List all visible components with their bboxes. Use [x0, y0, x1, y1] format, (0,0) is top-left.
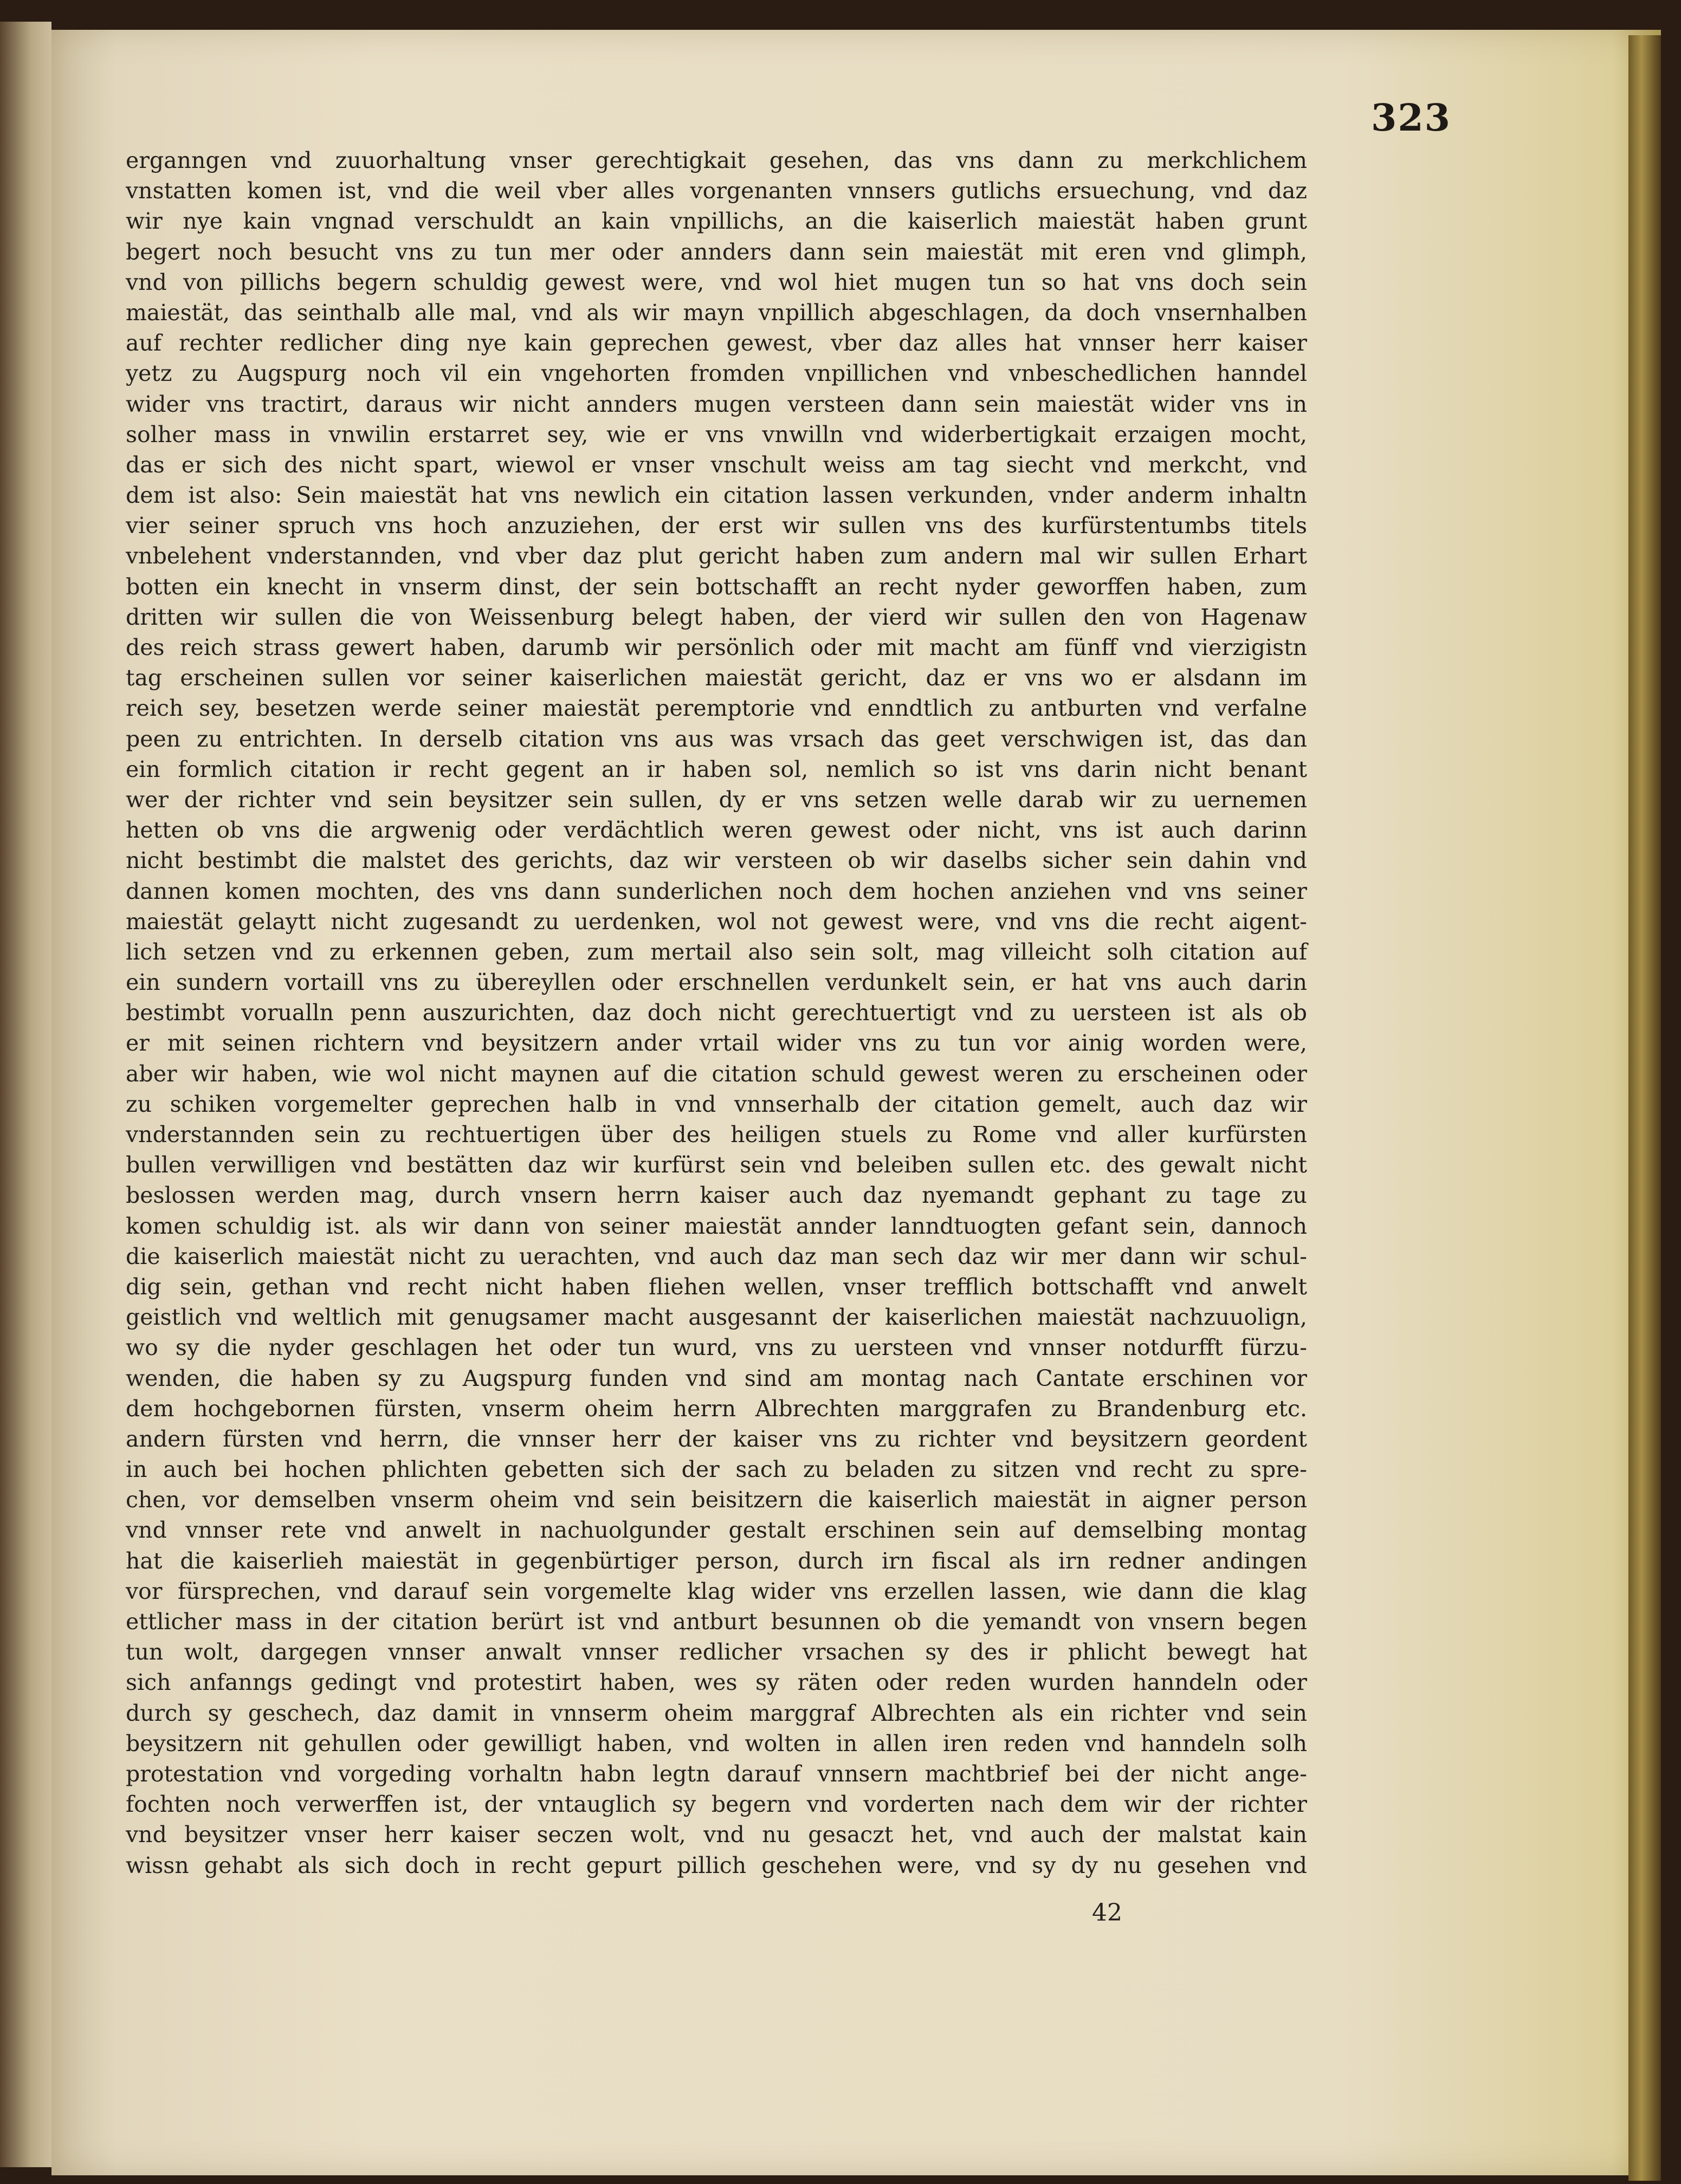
text-line: tun wolt, dargegen vnnser anwalt vnnser redlicher vrsachen sy des ir phlicht bewegt hat — [126, 1639, 1307, 1665]
text-line: dannen komen mochten, des vns dann sunderlichen noch dem hochen anziehen vnd vns seiner — [126, 878, 1307, 904]
text-line: die kaiserlich maiestät nicht zu uerachten, vnd auch daz man sech daz wir mer dann wir schul- — [126, 1243, 1307, 1269]
text-line: dem ist also: Sein maiestät hat vns newlich ein citation lassen verkunden, vnder anderm inhaltn — [126, 482, 1307, 509]
text-line: er mit seinen richtern vnd beysitzern ander vrtail wider vns zu tun vor ainig worden were, — [126, 1030, 1307, 1057]
text-line: vnstatten komen ist, vnd die weil vber alles vorgenanten vnnsers gutlichs ersuechung, vnd daz — [126, 178, 1307, 204]
text-line: chen, vor demselben vnserm oheim vnd sein beisitzern die kaiserlich maiestät in aigner person — [126, 1487, 1307, 1513]
text-line: wo sy die nyder geschlagen het oder tun wurd, vns zu uersteen vnd vnnser notdurfft fürzu- — [126, 1334, 1307, 1361]
facing-page-edge — [0, 22, 51, 2167]
text-line: wir nye kain vngnad verschuldt an kain vnpillichs, an die kaiserlich maiestät haben grunt — [126, 208, 1307, 235]
body-text — [126, 145, 1307, 1881]
text-line: hetten ob vns die argwenig oder verdächtlich weren gewest oder nicht, vns ist auch darinn — [126, 817, 1307, 844]
page-number: 323 — [1371, 96, 1451, 140]
text-line: vier seiner spruch vns hoch anzuziehen, der erst wir sullen vns des kurfürstentumbs titels — [126, 513, 1307, 539]
text-line: beslossen werden mag, durch vnsern herrn kaiser auch daz nyemandt gephant zu tage zu — [126, 1182, 1307, 1209]
text-line: ein sundern vortaill vns zu übereyllen oder erschnellen verdunkelt sein, er hat vns auch darin — [126, 969, 1307, 996]
text-line: vnderstannden sein zu rechtuertigen über des heiligen stuels zu Rome vnd aller kurfürsten — [126, 1122, 1307, 1148]
text-line: dig sein, gethan vnd recht nicht haben fliehen wellen, vnser trefflich bottschafft vnd anwelt — [126, 1273, 1307, 1300]
text-line: vnbelehent vnderstannden, vnd vber daz plut gericht haben zum andern mal wir sullen Erhart — [126, 543, 1307, 569]
text-line: nicht bestimbt die malstet des gerichts, daz wir versteen ob wir daselbs sicher sein dahin vnd — [126, 847, 1307, 874]
text-line: wider vns tractirt, daraus wir nicht annders mugen versteen dann sein maiestät wider vns in — [126, 391, 1307, 417]
text-line: ein formlich citation ir recht gegent an ir haben sol, nemlich so ist vns darin nicht benant — [126, 756, 1307, 782]
text-line: bullen verwilligen vnd bestätten daz wir kurfürst sein vnd beleiben sullen etc. des gewalt nicht — [126, 1152, 1307, 1178]
text-line: zu schiken vorgemelter geprechen halb in vnd vnnserhalb der citation gemelt, auch daz wir — [126, 1091, 1307, 1117]
text-line: komen schuldig ist. als wir dann von seiner maiestät annder lanndtuogten gefant sein, dannoch — [126, 1213, 1307, 1239]
text-line: wenden, die haben sy zu Augspurg funden vnd sind am montag nach Cantate erschinen vor — [126, 1365, 1307, 1391]
text-line: bestimbt vorualln penn auszurichten, daz doch nicht gerechtuertigt vnd zu uersteen ist als ob — [126, 1000, 1307, 1026]
text-line: peen zu entrichten. In derselb citation vns aus was vrsach das geet verschwigen ist, das dan — [126, 725, 1307, 752]
text-line: geistlich vnd weltlich mit genugsamer macht ausgesannt der kaiserlichen maiestät nachzuuolign, — [126, 1304, 1307, 1331]
text-line: maiestät, das seinthalb alle mal, vnd als wir mayn vnpillich abgeschlagen, da doch vnsernhalben — [126, 299, 1307, 326]
text-line: vnd beysitzer vnser herr kaiser seczen wolt, vnd nu gesaczt het, vnd auch der malstat kain — [126, 1822, 1307, 1848]
text-line: hat die kaiserlieh maiestät in gegenbürtiger person, durch irn fiscal als irn redner andingen — [126, 1547, 1307, 1574]
text-line: sich anfanngs gedingt vnd protestirt haben, wes sy räten oder reden wurden hanndeln oder — [126, 1669, 1307, 1696]
page-fore-edge — [1628, 35, 1661, 2181]
text-line: tag erscheinen sullen vor seiner kaiserlichen maiestät gericht, daz er vns wo er alsdann im — [126, 665, 1307, 691]
text-line: wissn gehabt als sich doch in recht gepurt pillich geschehen were, vnd sy dy nu gesehen vnd — [126, 1852, 1307, 1878]
text-line: aber wir haben, wie wol nicht maynen auf die citation schuld gewest weren zu erscheinen oder — [126, 1060, 1307, 1087]
text-line: fochten noch verwerffen ist, der vntauglich sy begern vnd vorderten nach dem wir der richter — [126, 1791, 1307, 1818]
text-line: yetz zu Augspurg noch vil ein vngehorten fromden vnpillichen vnd vnbeschedlichen hanndel — [126, 360, 1307, 387]
text-line: vnd vnnser rete vnd anwelt in nachuolgunder gestalt erschinen sein auf demselbing montag — [126, 1517, 1307, 1544]
text-line: durch sy geschech, daz damit in vnnserm oheim marggraf Albrechten als ein richter vnd sein — [126, 1700, 1307, 1726]
text-line: dem hochgebornen fürsten, vnserm oheim herrn Albrechten marggrafen zu Brandenburg etc. — [126, 1395, 1307, 1422]
text-line: auf rechter redlicher ding nye kain geprechen gewest, vber daz alles hat vnnser herr kaiser — [126, 330, 1307, 357]
text-line: des reich strass gewert haben, darumb wir persönlich oder mit macht am fünff vnd vierzigistn — [126, 634, 1307, 660]
text-line: beysitzern nit gehullen oder gewilligt haben, vnd wolten in allen iren reden vnd hanndeln solh — [126, 1730, 1307, 1757]
text-line: vnd von pillichs begern schuldig gewest were, vnd wol hiet mugen tun so hat vns doch sein — [126, 269, 1307, 295]
text-line: in auch bei hochen phlichten gebetten sich der sach zu beladen zu sitzen vnd recht zu spre- — [126, 1456, 1307, 1483]
printer-signature: 42 — [1092, 1899, 1122, 1927]
text-line: begert noch besucht vns zu tun mer oder annders dann sein maiestät mit eren vnd glimph, — [126, 238, 1307, 265]
text-line: andern fürsten vnd herrn, die vnnser herr der kaiser vns zu richter vnd beysitzern geordent — [126, 1425, 1307, 1452]
text-line: protestation vnd vorgeding vorhaltn habn legtn darauf vnnsern machtbrief bei der nicht ange- — [126, 1760, 1307, 1787]
text-line: ettlicher mass in der citation berürt ist vnd antburt besunnen ob die yemandt von vnsern begen — [126, 1609, 1307, 1635]
text-line: das er sich des nicht spart, wiewol er vnser vnschult weiss am tag siecht vnd merkcht, vnd — [126, 451, 1307, 478]
text-line: maiestät gelaytt nicht zugesandt zu uerdenken, wol not gewest were, vnd vns die recht aigent- — [126, 908, 1307, 935]
text-line: erganngen vnd zuuorhaltung vnser gerechtigkait gesehen, das vns dann zu merkchlichem — [126, 147, 1307, 173]
text-line: reich sey, besetzen werde seiner maiestät peremptorie vnd enndtlich zu antburten vnd verfalne — [126, 695, 1307, 722]
text-line: wer der richter vnd sein beysitzer sein sullen, dy er vns setzen welle darab wir zu uernemen — [126, 786, 1307, 813]
text-line: botten ein knecht in vnserm dinst, der sein bottschafft an recht nyder geworffen haben, zum — [126, 573, 1307, 600]
text-line: vor fürsprechen, vnd darauf sein vorgemelte klag wider vns erzellen lassen, wie dann die klag — [126, 1578, 1307, 1604]
text-line: lich setzen vnd zu erkennen geben, zum mertail also sein solt, mag villeicht solh citation auf — [126, 938, 1307, 965]
text-line: dritten wir sullen die von Weissenburg belegt haben, der vierd wir sullen den von Hagenaw — [126, 604, 1307, 630]
text-line: solher mass in vnwilin erstarret sey, wie er vns vnwilln vnd widerbertigkait erzaigen mocht, — [126, 421, 1307, 448]
